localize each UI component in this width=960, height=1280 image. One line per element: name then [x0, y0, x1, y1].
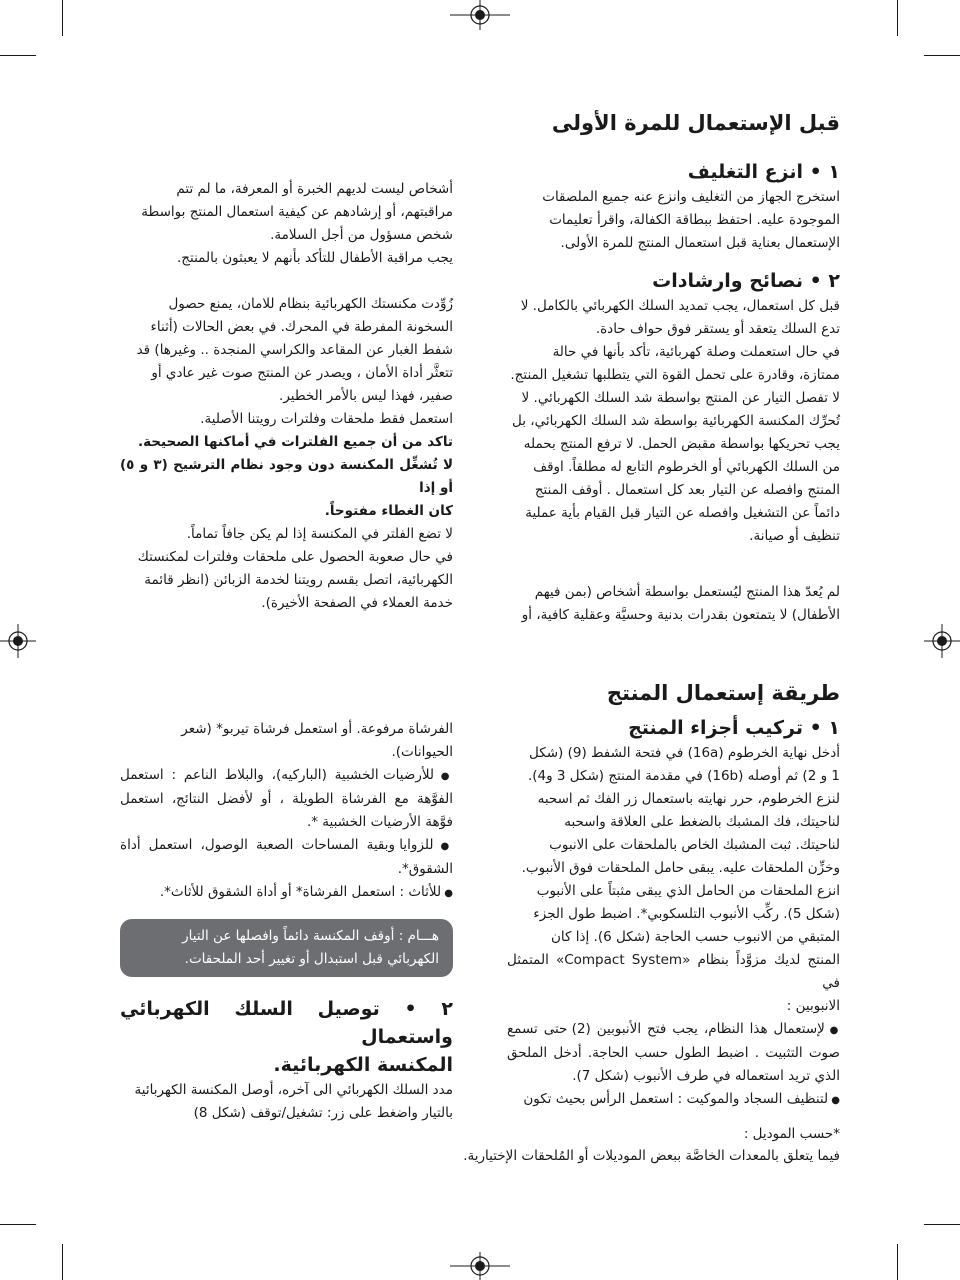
text-line: أدخل نهاية الخرطوم (16a) في فتحة الشفط (9) (شكل	[529, 745, 840, 761]
bullet-item: ● للأرضيات الخشبية (الباركيه)، والبلاط الناعم : استعمل الفوَّهة مع الفرشاة الطويلة ، أو لأفضل النتائج، استعمل فوَّهة الأرضيات الخشبية *.	[120, 764, 453, 834]
bullet-item: ● للزوايا وبقية المساحات الصعبة الوصول، استعمل أداة الشقوق*.	[120, 834, 453, 881]
text-line: ممتازة، وقادرة على تحمل القوة التي يتطلبها تشغيل المنتج.	[510, 367, 840, 383]
registration-mark-icon	[924, 624, 960, 658]
text-line: تنظيف أو صيانة.	[749, 528, 840, 544]
note-line: الكهربائي قبل استبدال أو تغيير أحد الملحقات.	[184, 951, 439, 967]
text-line: تُحرِّك المكنسة الكهربائية بواسطة شد السلك الكهربائي، بل	[512, 413, 840, 429]
bold-line: تاكد من أن جميع الفلترات في أماكنها الصحيحة.	[137, 434, 453, 450]
footnote-line: *حسب الموديل :	[743, 1126, 840, 1142]
usage-title: طريقة إستعمال المنتج	[606, 681, 840, 705]
crop-mark	[924, 55, 960, 56]
text-line: الانبوبين :	[786, 998, 840, 1014]
left-column-bottom	[120, 718, 453, 1125]
registration-mark-icon	[450, 1252, 510, 1280]
text-line: تتعثَّر أداة الأمان ، ويصدر عن المنتج صوت غير عادي أو	[151, 365, 453, 381]
text-line: المتبقي من الانبوب حسب الحاجة (شكل 6). إذا كان	[551, 929, 840, 945]
crop-mark	[897, 0, 898, 36]
bullet-item: ● للأثاث : استعمل الفرشاة* أو أداة الشقوق للأثاث*.	[120, 881, 453, 905]
text-line: (شكل 5). ركِّب الأنبوب التلسكوبي*. اضبط طول الجزء	[533, 906, 840, 922]
crop-mark	[924, 1224, 960, 1225]
bold-line: لا تُشغِّل المكنسة دون وجود نظام الترشيح (٣ و ٥) أو إذا	[120, 457, 454, 496]
text-line: شفط الغبار عن المقاعد والكراسي المنجدة .. وغيرها) قد	[136, 342, 453, 358]
text-line: الأطفال) لا يتمتعون بقدرات بدنية وحسيَّة وعقلية كافية، أو	[521, 607, 840, 623]
text-line: الإستعمال بعناية قبل استعمال المنتج للمرة الأولى.	[560, 235, 840, 251]
text-line: تدع السلك يتعقد أو يستقر فوق حواف حادة.	[595, 321, 840, 337]
text-line: وخزِّن الملحقات عليه. يبقى حامل الملحقات فوق الأنبوب.	[521, 860, 840, 876]
crop-mark	[62, 1244, 63, 1280]
text-line: الفرشاة مرفوعة. أو استعمل فرشاة تيربو* (شعر	[181, 721, 453, 737]
text-line: زُوِّدت مكنستك الكهربائية بنظام للامان، يمنع حصول	[168, 296, 453, 312]
text-line: في حال صعوبة الحصول على ملحقات وفلترات لمكنستك	[137, 549, 453, 565]
text-line: المنتج وافصله عن التيار بعد كل استعمال . أوقف المنتج	[534, 482, 840, 498]
right-column-bottom	[507, 678, 840, 1112]
crop-mark	[0, 55, 36, 56]
footnote-line: فيما يتعلق بالمعدات الخاصَّة ببعض الموديلات أو المُلحقات الإختيارية.	[463, 1148, 840, 1164]
text-line: قبل كل استعمال، يجب تمديد السلك الكهربائي بالكامل. لا	[520, 298, 840, 314]
bold-line: كان الغطاء مفتوحاً.	[324, 503, 453, 519]
crop-mark	[897, 1244, 898, 1280]
bullet-item: ● لإستعمال هذا النظام، يجب فتح الأنبوبين (2) حتى تسمع صوت التثبيت . اضبط الطول حسب الحاجة. أدخل الملحق الذي تريد استعماله في طرف الأنبوب (شكل 7).	[507, 1018, 840, 1088]
note-line: هـــام : أوقف المكنسة دائماً وافصلها عن التيار	[182, 928, 439, 944]
text-line: انزع الملحقات من الحامل الذي يبقى مثبتاً على الأنبوب	[536, 883, 840, 899]
text-line: السخونة المفرطة في المحرك. في بعض الحالات (أثناء	[150, 319, 453, 335]
text-line: لم يُعدّ هذا المنتج ليُستعمل بواسطة أشخاص (بمن فيهم	[534, 584, 840, 600]
text-line: صفير، فهذا ليس بالأمر الخطير.	[279, 388, 453, 404]
text-line: مراقبتهم، أو إرشادهم عن كيفية استعمال المنتج بواسطة	[141, 204, 453, 220]
registration-mark-icon	[450, 0, 510, 30]
section-heading: ١ • انزع التغليف	[687, 161, 840, 183]
text-line: الحيوانات).	[391, 744, 453, 760]
text-line: لناحيتك، فك المشبك بالضغط على العلاقة واسحبه	[564, 814, 840, 830]
text-line: يجب تحريكها بواسطة مقبض الحمل. لا ترفع المنتج بحمله	[523, 436, 840, 452]
text-line: بالتيار واضغط على زر: تشغيل/توقف (شكل 8)	[193, 1105, 453, 1121]
text-line: المنتج لديك مزوَّداً بنظام «Compact System» المتمثل في	[507, 952, 840, 991]
text-line: خدمة العملاء في الصفحة الأخيرة).	[261, 595, 453, 611]
section-heading: ٢ • نصائح وارشادات	[652, 270, 840, 292]
text-line: استخرج الجهاز من التغليف وانزع عنه جميع الملصقات	[542, 189, 840, 205]
footnote	[120, 1123, 840, 1167]
text-line: أشخاص ليست لديهم الخبرة أو المعرفة، ما لم تتم	[176, 181, 453, 197]
text-line: 1 و 2) ثم أوصله (16b) في مقدمة المنتج (شكل 3 و4).	[527, 768, 840, 784]
registration-mark-icon	[0, 624, 36, 658]
text-line: لنزع الخرطوم، حرر نهايته باستعمال زر الفك ثم اسحبه	[537, 791, 840, 807]
page-title: قبل الإستعمال للمرة الأولى	[551, 111, 840, 135]
text-line: يجب مراقبة الأطفال للتأكد بأنهم لا يعبثون بالمنتج.	[177, 250, 453, 266]
text-line: الموجودة عليه. احتفظ ببطاقة الكفالة، واقرأ تعليمات	[549, 212, 840, 228]
text-line: شخص مسؤول من أجل السلامة.	[270, 227, 453, 243]
section-heading: ٢ • توصيل السلك الكهربائي واستعمال	[120, 998, 453, 1048]
text-line: دائماً عن التشغيل وافصله عن التيار قبل القيام بأية عملية	[525, 505, 840, 521]
text-line: من السلك الكهربائي أو الخرطوم التابع له مطلقاً. اوقف	[533, 459, 840, 475]
text-line: الكهربائية، اتصل بقسم رويتنا لخدمة الزبائن (انظر قائمة	[144, 572, 453, 588]
left-column-top	[120, 178, 453, 615]
text-line: استعمل فقط ملحقات وفلترات رويتنا الأصلية.	[200, 411, 453, 427]
text-line: في حال استعملت وصلة كهربائية، تأكد بأنها في حالة	[552, 344, 840, 360]
section-heading: المكنسة الكهربائية.	[273, 1054, 453, 1076]
bullet-item: ● لتنظيف السجاد والموكيت : استعمل الرأس بحيث تكون	[507, 1088, 840, 1112]
section-heading: ١ • تركيب أجزاء المنتج	[628, 717, 840, 739]
text-line: لناحيتك. ثبت المشبك الخاص بالملحقات على الانبوب	[549, 837, 840, 853]
text-line: لا تفصل التيار عن المنتج بواسطة شد السلك الكهربائي. لا	[521, 390, 840, 406]
important-note	[120, 919, 453, 977]
crop-mark	[0, 1224, 36, 1225]
text-line: مدد السلك الكهربائي الى آخره، أوصل المكنسة الكهربائية	[134, 1082, 453, 1098]
right-column-top	[507, 108, 840, 627]
crop-mark	[62, 0, 63, 36]
text-line: لا تضع الفلتر في المكنسة إذا لم يكن جافاً تماماً.	[186, 526, 453, 542]
